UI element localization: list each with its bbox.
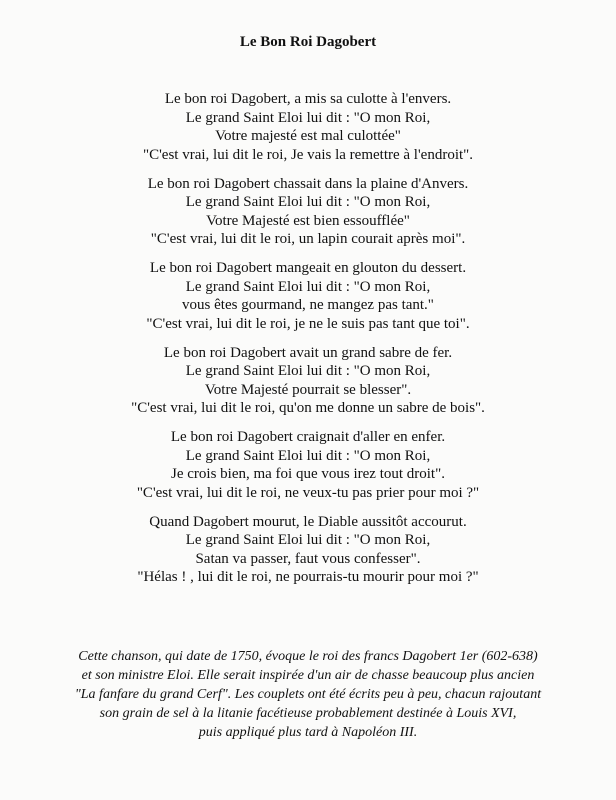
poem-line: Votre Majesté est bien essoufflée" <box>206 212 410 229</box>
poem-line: "Hélas ! , lui dit le roi, ne pourrais-tu mourir pour moi ?" <box>137 569 479 585</box>
stanza-6 <box>0 513 616 587</box>
stanza-1 <box>0 90 616 164</box>
poem-line: "C'est vrai, lui dit le roi, Je vais la remettre à l'endroit". <box>142 146 474 163</box>
poem-line: Le bon roi Dagobert chassait dans la plaine d'Anvers. <box>147 175 469 192</box>
poem <box>0 90 616 597</box>
poem-line: Le grand Saint Eloi lui dit : "O mon Roi, <box>185 363 431 379</box>
poem-line: Le bon roi Dagobert avait un grand sabre de fer. <box>163 344 453 361</box>
historical-note <box>0 647 616 742</box>
note-line: son grain de sel à la litanie facétieuse probablement destinée à Louis XVI, <box>99 706 517 721</box>
poem-line: Votre majesté est mal culottée" <box>215 128 401 144</box>
poem-line: Le grand Saint Eloi lui dit : "O mon Roi, <box>185 194 431 210</box>
note-line: et son ministre Eloi. Elle serait inspirée d'un air de chasse beaucoup plus ancien <box>81 668 535 683</box>
stanza-4 <box>0 344 616 418</box>
poem-line: "C'est vrai, lui dit le roi, un lapin courait après moi". <box>150 231 466 247</box>
stanza-2 <box>0 175 616 249</box>
stanza-3 <box>0 259 616 333</box>
stanza-5 <box>0 428 616 502</box>
note-line: Cette chanson, qui date de 1750, évoque le roi des francs Dagobert 1er (602-638) <box>78 649 538 664</box>
poem-line: Satan va passer, faut vous confesser". <box>195 550 421 567</box>
poem-line: Le grand Saint Eloi lui dit : "O mon Roi, <box>185 532 431 548</box>
page-title: Le Bon Roi Dagobert <box>239 34 377 50</box>
poem-line: Le bon roi Dagobert craignait d'aller en enfer. <box>170 429 446 445</box>
poem-line: vous êtes gourmand, ne mangez pas tant." <box>182 297 434 313</box>
poem-line: "C'est vrai, lui dit le roi, qu'on me donne un sabre de bois". <box>131 400 485 416</box>
poem-line: Le grand Saint Eloi lui dit : "O mon Roi, <box>185 447 431 464</box>
poem-line: Le bon roi Dagobert mangeait en glouton du dessert. <box>149 260 467 276</box>
poem-line: "C'est vrai, lui dit le roi, je ne le suis pas tant que toi". <box>146 315 470 332</box>
poem-line: Le grand Saint Eloi lui dit : "O mon Roi, <box>185 109 431 126</box>
note-line: puis appliqué plus tard à Napoléon III. <box>198 725 418 740</box>
poem-line: Le bon roi Dagobert, a mis sa culotte à l'envers. <box>164 91 452 107</box>
poem-line: Le grand Saint Eloi lui dit : "O mon Roi, <box>185 278 431 295</box>
note-line: "La fanfare du grand Cerf". Les couplets ont été écrits peu à peu, chacun rajoutant <box>74 687 542 702</box>
poem-line: Quand Dagobert mourut, le Diable aussitôt accourut. <box>149 513 467 530</box>
poem-line: "C'est vrai, lui dit le roi, ne veux-tu pas prier pour moi ?" <box>136 484 480 501</box>
poem-line: Je crois bien, ma foi que vous irez tout droit". <box>171 466 445 482</box>
poem-line: Votre Majesté pourrait se blesser". <box>204 381 412 398</box>
